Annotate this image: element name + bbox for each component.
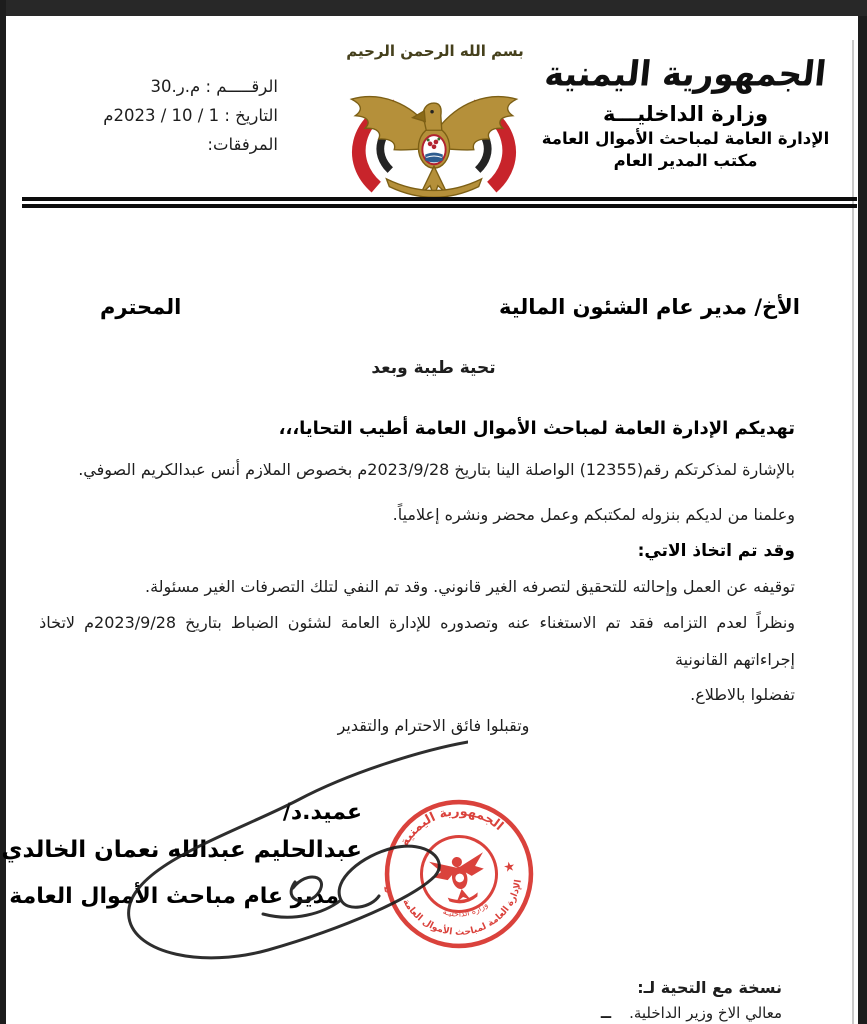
- date-label: التاريخ :: [224, 106, 278, 125]
- stamp-text-middle: وزارة الداخليـة: [441, 899, 490, 919]
- action-line-1: توقيفه عن العمل وإحالته للتحقيق لتصرفه الغير قانوني. وقد تم النفي لتلك التصرفات الغير مسئولة.: [144, 577, 795, 596]
- scan-border-right: [858, 16, 867, 1024]
- letter-meta: [28, 72, 278, 159]
- honorific: المحترم: [100, 295, 182, 319]
- date-value: 1 / 10 / 2023م: [103, 106, 220, 125]
- signatory-name: عبدالحليم عبدالله نعمان الخالدي: [1, 837, 362, 863]
- office-title: مكتب المدير العام: [613, 151, 758, 170]
- greeting: تحية طيبة وبعد: [371, 358, 496, 378]
- stamp-star-right: ★: [502, 859, 517, 877]
- country-calligraphy: الجمهورية اليمنية: [542, 53, 829, 94]
- body-line-1: بالإشارة لمذكرتكم رقم(12355) الواصلة الينا بتاريخ 2023/9/28م بخصوص الملازم أنس عبدالكريم الصوفي.: [78, 460, 795, 479]
- stamp-text-bottom: الإدارة العامة لمباحث الأموال العامة: [400, 879, 524, 938]
- yemen-coat-of-arms-icon: [332, 74, 536, 204]
- cc-dash: ــ: [600, 1004, 612, 1022]
- scan-border-left: [0, 0, 6, 1024]
- salutation-line: تهديكم الإدارة العامة لمباحث الأموال العامة أطيب التحايا،،،: [278, 418, 795, 439]
- department-title: الإدارة العامة لمباحث الأموال العامة: [541, 129, 830, 148]
- page-edge-line: [852, 40, 854, 1024]
- addressee: الأخ/ مدير عام الشئون المالية: [499, 295, 800, 319]
- action-line-3: إجراءاتهم القانونية: [674, 650, 795, 669]
- cc-item: [601, 1004, 782, 1022]
- action-line-2: ونظراً لعدم التزامه فقد تم الاستغناء عنه وتصدوره للإدارة العامة لشئون الضباط بتاريخ 2023/9/28م لاتخاذ: [39, 613, 795, 632]
- handwritten-signature: [83, 736, 468, 988]
- ref-number-label: الرقـــــم :: [205, 77, 278, 96]
- scan-border-top: [0, 0, 867, 16]
- actions-title: وقد تم اتخاذ الاتي:: [637, 541, 795, 561]
- ref-number-value: م.ر.30: [150, 77, 201, 96]
- stamp-star-left: ★: [376, 881, 391, 899]
- cc-heading: نسخة مع التحية لـ:: [637, 978, 782, 997]
- attachments-label: المرفقات:: [207, 135, 278, 154]
- date-line: [28, 101, 278, 130]
- ministry-title: وزارة الداخليـــة: [602, 102, 769, 126]
- header-divider: [22, 197, 857, 208]
- regards-line: وتقبلوا فائق الاحترام والتقدير: [337, 716, 530, 735]
- closing-line: تفضلوا بالاطلاع.: [690, 685, 795, 704]
- addressee-row: [100, 295, 800, 319]
- signatory-rank: عميد.د/: [282, 800, 362, 825]
- shield-icon: [422, 135, 445, 164]
- signatory-title: مدير عام مباحث الأموال العامة: [9, 884, 339, 909]
- cc-item-text: معالي الاخ وزير الداخلية.: [629, 1004, 782, 1022]
- attachments-line: [28, 130, 278, 159]
- ref-number-line: [28, 72, 278, 101]
- bismillah-calligraphy: بسم الله الرحمن الرحيم: [346, 42, 524, 60]
- stamp-text-top: الجمهورية اليمنية: [396, 803, 507, 849]
- body-line-2: وعلمنا من لديكم بنزوله لمكتبكم وعمل محضر ونشره إعلامياً.: [392, 505, 795, 524]
- letterhead-org: [518, 54, 853, 170]
